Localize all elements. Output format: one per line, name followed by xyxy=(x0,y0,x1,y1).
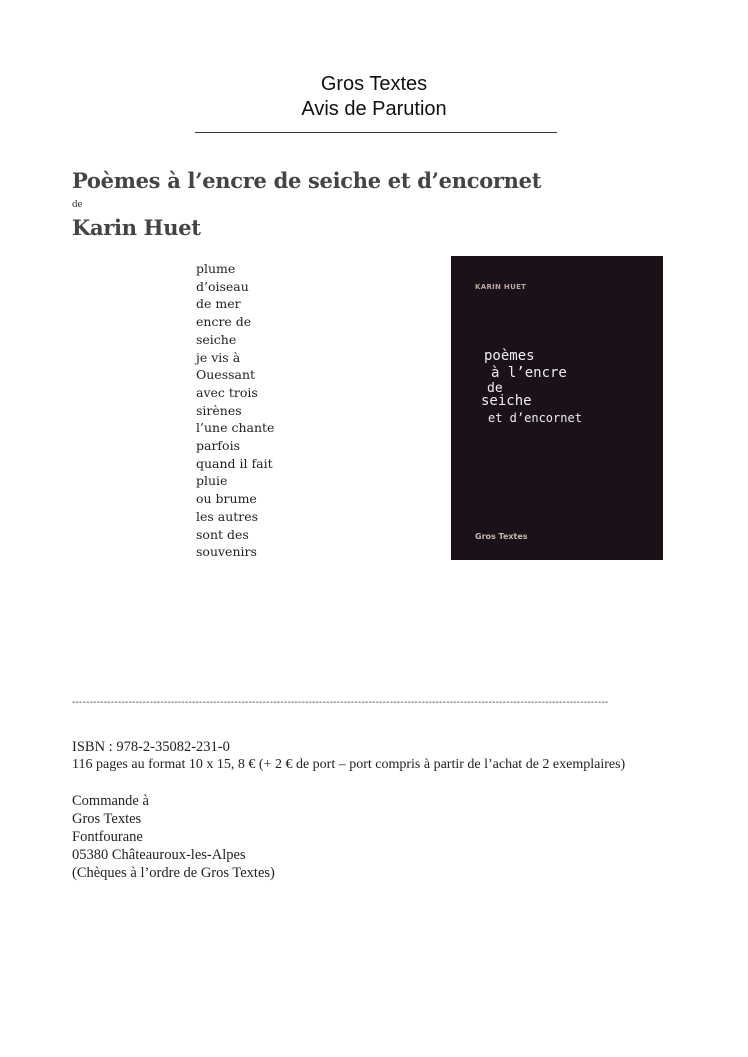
format-price: 116 pages au format 10 x 15, 8 € (+ 2 € de port – port compris à partir de l’achat de 2 exemplaires) xyxy=(72,757,626,772)
order-line: Commande à xyxy=(72,793,149,809)
book-cover-image xyxy=(451,256,663,560)
cover-publisher: Gros Textes xyxy=(475,532,528,541)
cover-author: KARIN HUET xyxy=(475,283,527,291)
poem-line: d’oiseau xyxy=(196,278,249,294)
poem-line: l’une chante xyxy=(196,420,275,436)
book-author: Karin Huet xyxy=(72,215,201,240)
poem-line: avec trois xyxy=(196,384,258,400)
book-title: Poèmes à l’encre de seiche et d’encornet xyxy=(72,168,542,193)
poem-line: encre de xyxy=(196,314,252,330)
poem-line: pluie xyxy=(196,473,228,489)
order-line: 05380 Châteauroux-les-Alpes xyxy=(72,847,246,863)
header-publisher: Gros Textes xyxy=(320,73,428,95)
cover-title-line: à l’encre xyxy=(491,365,567,381)
poem-line: Ouessant xyxy=(196,367,256,383)
order-line: Gros Textes xyxy=(72,811,142,827)
poem-excerpt xyxy=(196,260,274,561)
poem-line: seiche xyxy=(196,331,237,347)
order-line: Fontfourane xyxy=(72,829,143,845)
poem-line: plume xyxy=(196,261,236,276)
poem-line: sirènes xyxy=(196,402,242,418)
cover-title-line: seiche xyxy=(481,393,532,409)
poem-line: je vis à xyxy=(196,349,241,365)
cover-title-line: poèmes xyxy=(484,348,535,364)
by-label: de xyxy=(72,198,83,210)
dashed-separator: -------------------------------------------------------------------------------------------------------------------------------------------------------- xyxy=(72,697,609,708)
poem-line: ou brume xyxy=(196,491,257,507)
poem-line: souvenirs xyxy=(196,544,257,560)
cover-title-line: de xyxy=(487,381,503,396)
poem-line: quand il fait xyxy=(196,455,273,471)
poem-line: les autres xyxy=(196,508,259,524)
poem-line: de mer xyxy=(196,296,241,312)
poem-line: parfois xyxy=(196,438,240,454)
cover-title-line: et d’encornet xyxy=(488,411,582,425)
header-subtitle: Avis de Parution xyxy=(301,98,447,120)
order-line: (Chèques à l’ordre de Gros Textes) xyxy=(72,865,275,881)
poem-line: sont des xyxy=(196,526,249,542)
isbn: ISBN : 978-2-35082-231-0 xyxy=(72,739,230,755)
header-rule xyxy=(195,132,557,133)
